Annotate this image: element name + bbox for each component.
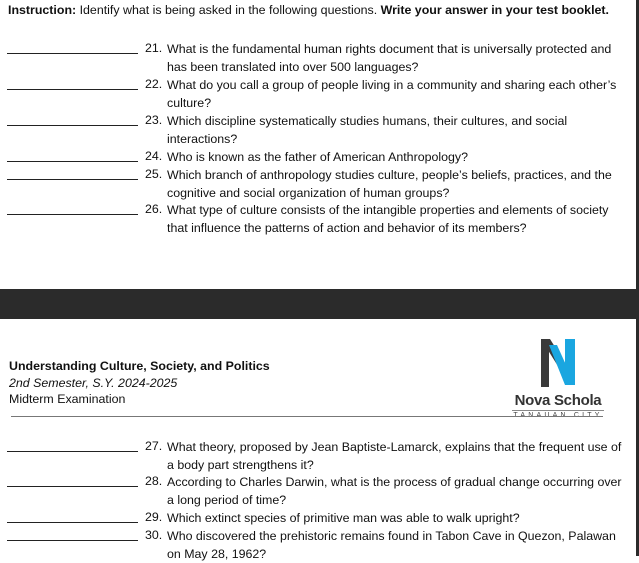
question-number: 30. [145, 528, 163, 542]
instruction-label: Instruction: [8, 3, 77, 17]
question-text: According to Charles Darwin, what is the process of gradual change occurring over a long period of time? [167, 475, 622, 507]
exam-page-bottom [0, 319, 636, 561]
answer-blank [7, 167, 138, 180]
instruction-emphasis: Write your answer in your test booklet. [380, 3, 609, 17]
question-number: 25. [145, 167, 163, 181]
question-text: Which discipline systematically studies humans, their cultures, and social interactions? [167, 114, 568, 146]
answer-blank [7, 202, 138, 215]
instruction [8, 1, 633, 19]
semester: 2nd Semester, S.Y. 2024-2025 [9, 375, 178, 390]
answer-blank [7, 474, 138, 487]
question-text: What do you call a group of people living in a community and sharing each other’s culture? [167, 78, 617, 110]
question-text: Which branch of anthropology studies culture, people’s beliefs, practices, and the cognitive and social organization of human groups? [167, 168, 612, 200]
question-text: What type of culture consists of the intangible properties and elements of society that influence the patterns of action and behavior of its members? [167, 203, 609, 235]
ns-logo-icon [541, 339, 575, 387]
answer-blank [7, 149, 138, 162]
school-logo [512, 339, 604, 419]
page-gap [0, 289, 639, 319]
header-divider [11, 416, 603, 417]
question-number: 23. [145, 113, 163, 127]
answer-blank [7, 41, 138, 54]
exam-type: Midterm Examination [9, 392, 126, 406]
question-number: 27. [145, 439, 163, 453]
course-title: Understanding Culture, Society, and Politics [9, 359, 270, 373]
question-text: What theory, proposed by Jean Baptiste-Lamarck, explains that the frequent use of a body part strengthens it? [167, 440, 622, 472]
question-text: Who is known as the father of American Anthropology? [167, 150, 468, 164]
question-number: 21. [145, 41, 163, 55]
answer-blank [7, 510, 138, 523]
question-number: 28. [145, 474, 163, 488]
logo-name: Nova Schola [512, 392, 604, 411]
instruction-text: Identify what is being asked in the following questions. [76, 3, 381, 17]
answer-blank [7, 439, 138, 452]
question-number: 22. [145, 77, 163, 91]
answer-blank [7, 528, 138, 541]
answer-blank [7, 77, 138, 90]
question-text: What is the fundamental human rights document that is universally protected and has been translated into over 500 languages? [167, 42, 612, 74]
question-text: Which extinct species of primitive man was able to walk upright? [167, 511, 520, 525]
question-number: 29. [145, 510, 163, 524]
question-number: 26. [145, 202, 163, 216]
question-number: 24. [145, 149, 163, 163]
question-text: Who discovered the prehistoric remains found in Tabon Cave in Quezon, Palawan on May 28, 1962? [167, 529, 616, 561]
exam-header [9, 358, 270, 408]
answer-blank [7, 113, 138, 126]
